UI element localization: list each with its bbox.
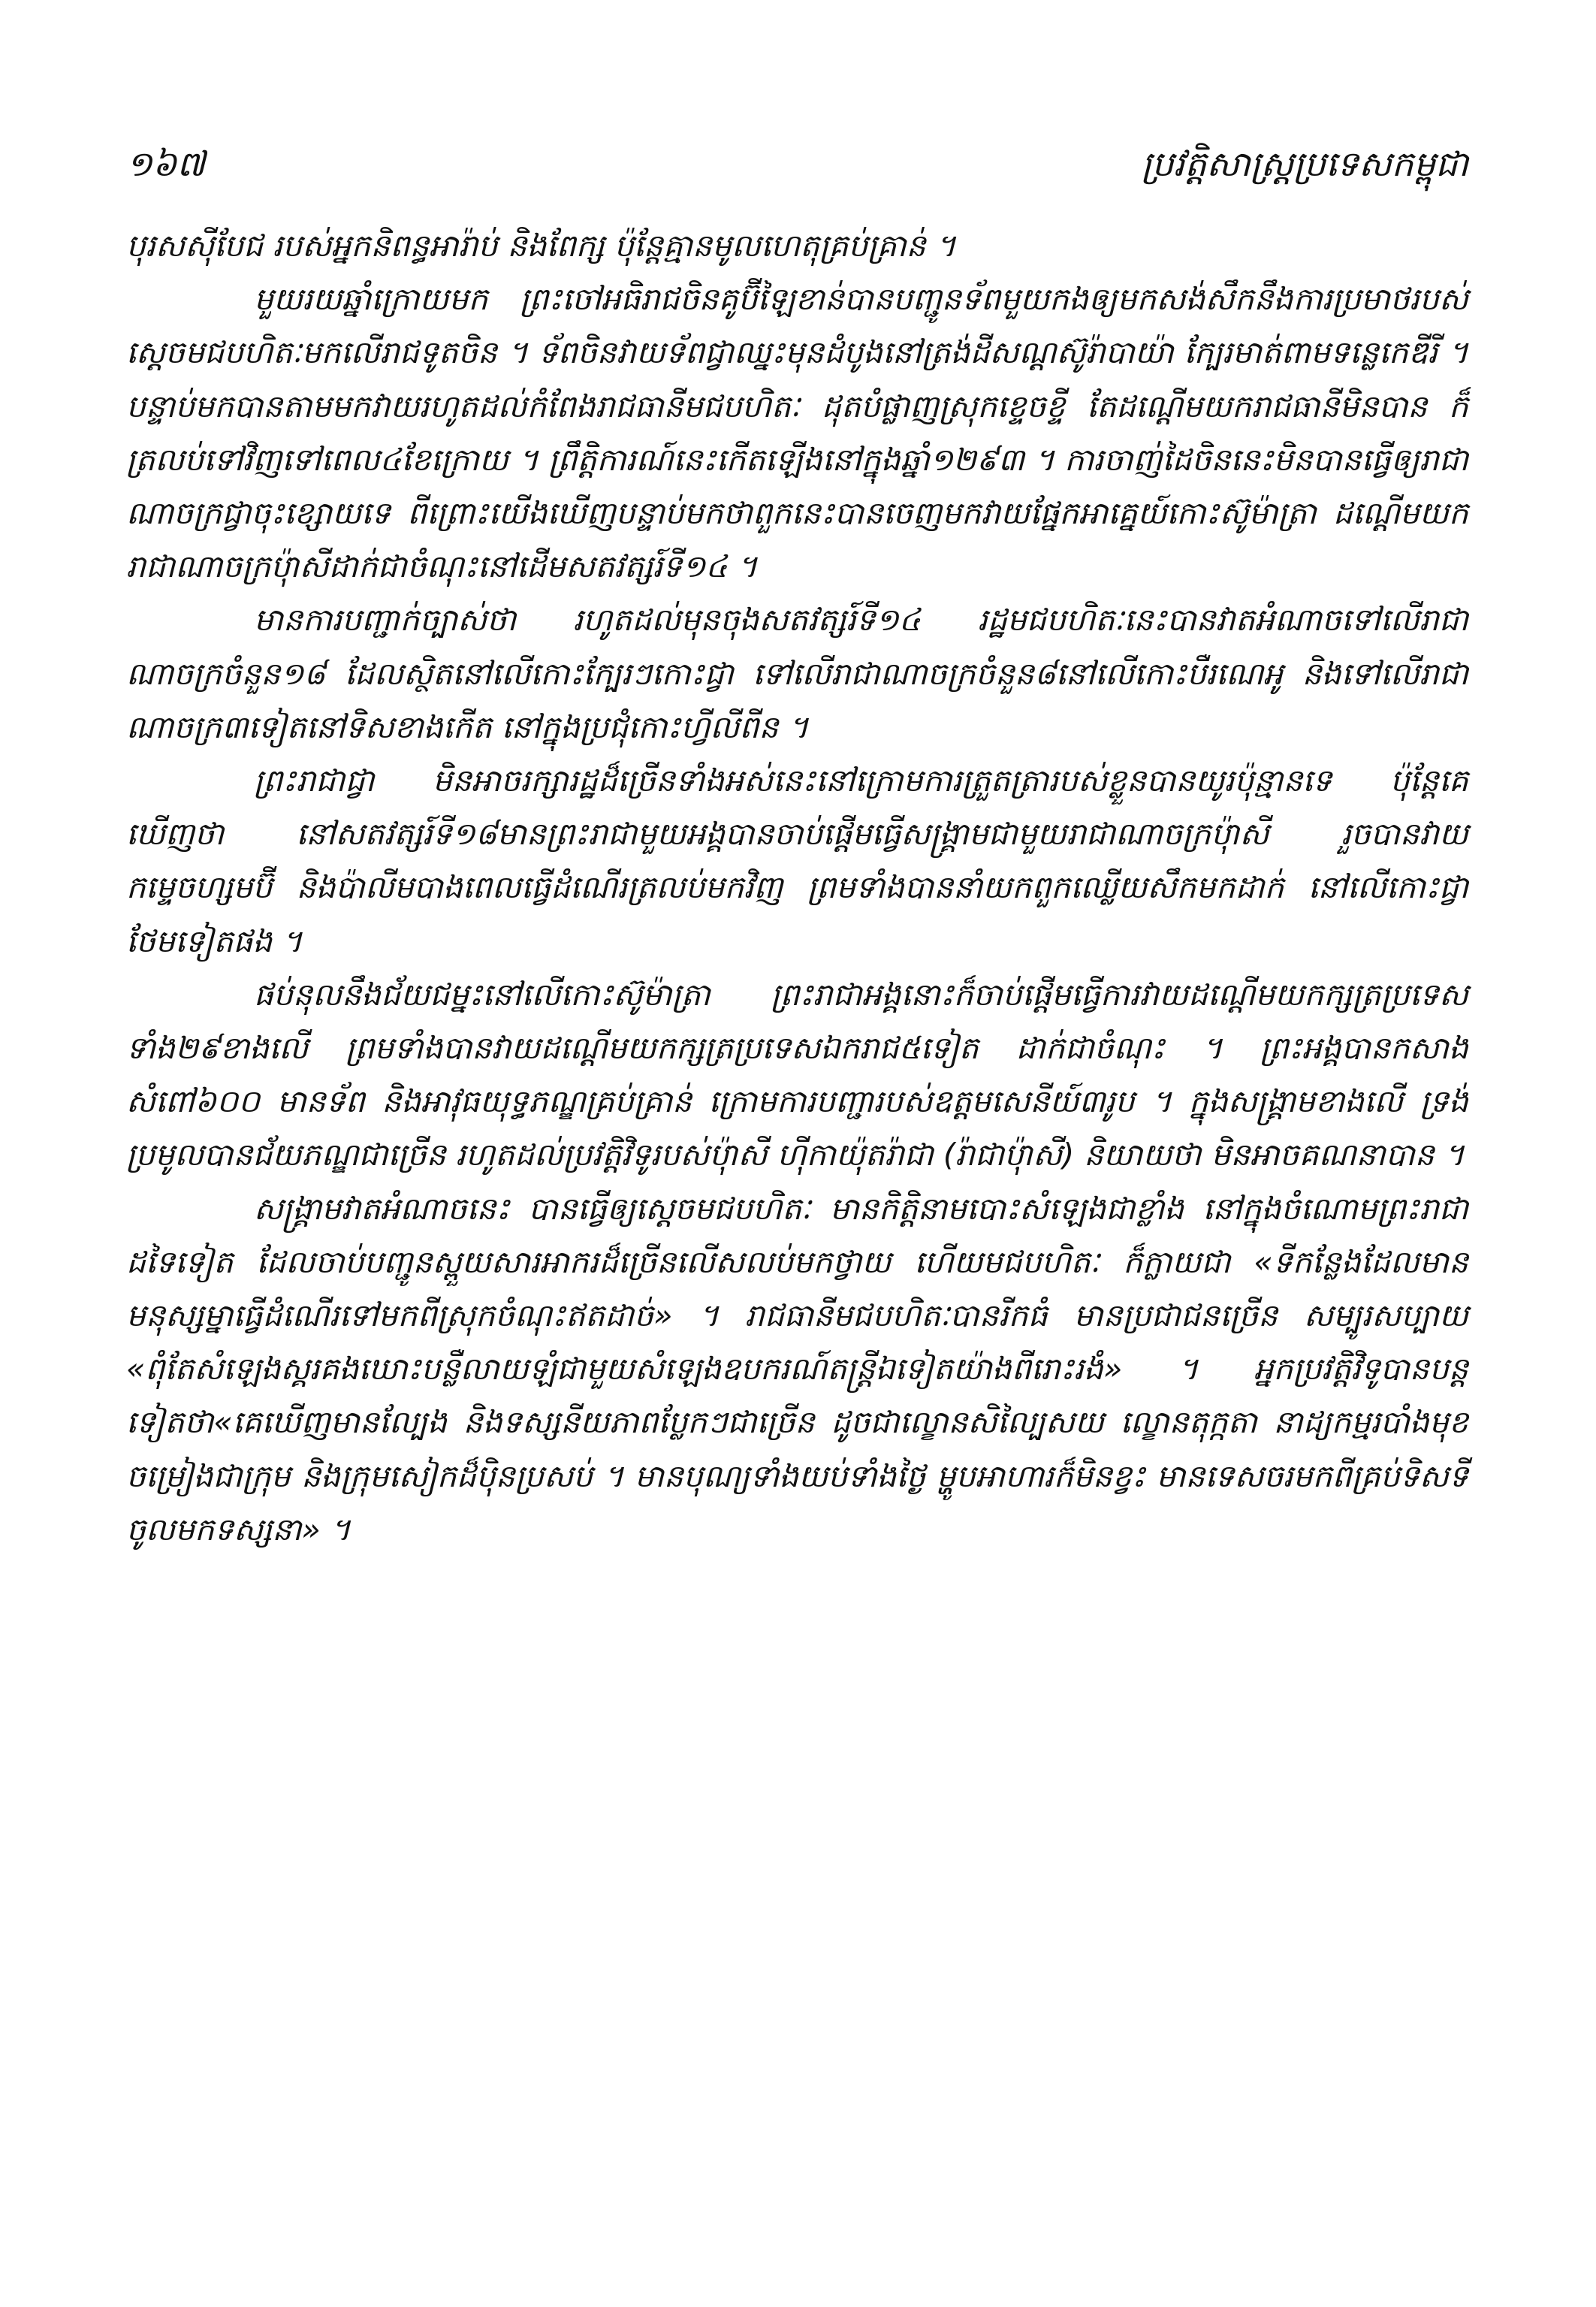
body-text [126,219,1468,1557]
paragraph: សង្គ្រាមវាតអំណាចនេះ បានធ្វើឲ្យស្តេចមជបហិតៈ មានកិត្តិនាមបោះសំឡេងជាខ្លាំង នៅក្នុងចំណោមព្រះរាជាដទៃទៀត ដែលចាប់បញ្ជូនស្ពួយសារអាករដ៏ច្រើនលើសលប់មកថ្វាយ ហើយមជបហិតៈ ក៏ក្លាយជា «ទីកន្លែងដែលមានមនុស្សម្នាធ្វើដំណើរទៅមកពីស្រុកចំណុះឥតដាច់» ។ រាជធានីមជបហិតៈបានរីកធំ មានប្រជាជនច្រើន សម្បូរសប្បាយ «ពុំតែសំឡេងស្គរគងឃោះបន្លឺលាយឡំជាមួយសំឡេងឧបករណ៍តន្ត្រីឯទៀតយ៉ាងពីរោះរងំ» ។ អ្នកប្រវត្តិវិទូបានបន្តទៀតថា«គេឃើញមានល្បែង និងទស្សនីយភាពប្លែកៗជាច្រើន ដូចជាល្ខោនសិល្បៃសយ ល្ខោនតុក្កតា នាដ្យកម្មរបាំងមុខ ចម្រៀងជាក្រុម និងក្រុមសៀកដ៏ប៉ិនប្រសប់ ។ មានបុណ្យទាំងយប់ទាំងថ្ងៃ ម្ហូបអាហារក៏មិនខ្វះ មានទេសចរមកពីគ្រប់ទិសទីចូលមកទស្សនា» ។ [126,1190,1468,1548]
running-title: ប្រវត្តិសាស្ត្រប្រទេសកម្ពុជា [1141,143,1468,184]
paragraph: ព្រះរាជាជ្វា មិនអាចរក្សារដ្ឋដ៏ច្រើនទាំងអស់នេះនៅក្រោមការត្រួតត្រារបស់ខ្លួនបានយូរប៉ុន្មានទេ ប៉ុន្តែគេឃើញថា នៅសតវត្សរ៍ទី១៨មានព្រះរាជាមួយអង្គបានចាប់ផ្តើមធ្វើសង្គ្រាមជាមួយរាជាណាចក្រប៉ុាសី រួចបានវាយកម្ទេចហ្សមប៊ី និងប៉ាលីមបាងពេលធ្វើដំណើរត្រលប់មកវិញ ព្រមទាំងបាននាំយកពួកឈ្លើយសឹកមកដាក់ នៅលើកោះជ្វា ថែមទៀតផង ។ [126,762,1468,959]
page-number: ១៦៧ [126,143,206,184]
paragraph: មួយរយឆ្នាំក្រោយមក ព្រះចៅអធិរាជចិនគូប៊ីឡៃខាន់បានបញ្ជូនទ័ពមួយកងឲ្យមកសង់សឹកនឹងការប្រមាថរបស់ស្តេចមជបហិតៈមកលើរាជទូតចិន ។ ទ័ពចិនវាយទ័ពជ្វាឈ្នះមុនដំបូងនៅត្រង់ដីសណ្តស៊ូរ៉ាបាយ៉ា ក្បែរមាត់ពាមទន្លេកេឌីរី ។ បន្ទាប់មកបានតាមមកវាយរហូតដល់កំពែងរាជធានីមជបហិតៈ ដុតបំផ្លាញស្រុកខ្ទេចខ្ទី តែដណ្តើមយករាជធានីមិនបាន ក៏ត្រលប់ទៅវិញទៅពេល៤ខែក្រោយ ។ ព្រឹត្តិការណ៍នេះកើតឡើងនៅក្នុងឆ្នាំ១២៩៣ ។ ការចាញ់ដៃចិននេះមិនបានធ្វើឲ្យរាជាណាចក្រជ្វាចុះខ្សោយទេ ពីព្រោះយើងឃើញបន្ទាប់មកថាពួកនេះបានចេញមកវាយផ្នែកអាគ្នេយ៍កោះស៊ូម៉ាត្រា ដណ្តើមយករាជាណាចក្រប៉ុាសីដាក់ជាចំណុះនៅដើមសតវត្សរ៍ទី១៤ ។ [126,281,1468,585]
paragraph: ផប់នុលនឹងជ័យជម្នះនៅលើកោះស៊ូម៉ាត្រា ព្រះរាជាអង្គនោះក៏ចាប់ផ្តើមធ្វើការវាយដណ្តើមយកក្សត្រប្រទេសទាំង២៩ខាងលើ ព្រមទាំងបានវាយដណ្តើមយកក្សត្រប្រទេសឯករាជ៥ទៀត ដាក់ជាចំណុះ ។ ព្រះអង្គបានកសាងសំពៅ៦០០ មានទ័ព និងអាវុធយុទ្ធភណ្ឌគ្រប់គ្រាន់ ក្រោមការបញ្ជារបស់ឧត្តមសេនីយ៍៣រូប ។ ក្នុងសង្គ្រាមខាងលើ ទ្រង់ប្រមូលបានជ័យភណ្ឌជាច្រើន រហូតដល់ប្រវត្តិវិទូរបស់ប៉ុាសី ហ៊ីកាយ៉ុតរ៉ាជា (រ៉ាជាប៉ុាសី) និយាយថា មិនអាចគណនាបាន ។ [126,976,1468,1173]
paragraph-continued: បុរសស៊ីបែជ របស់អ្នកនិពន្ធអារ៉ាប់ និងពែក្ស ប៉ុន្តែគ្មានមូលហេតុគ្រប់គ្រាន់ ។ [126,228,956,264]
paragraph: មានការបញ្ជាក់ច្បាស់ថា រហូតដល់មុនចុងសតវត្សរ៍ទី១៤ រដ្ឋមជបហិតៈនេះបានវាតអំណាចទៅលើរាជាណាចក្រចំនួន១៨ ដែលស្ថិតនៅលើកោះក្បែរៗកោះជ្វា ទៅលើរាជាណាចក្រចំនួន៨នៅលើកោះបឺរណេអូ និងទៅលើរាជាណាចក្រ៣ទៀតនៅទិសខាងកើត នៅក្នុងប្រជុំកោះហ្វីលីពីន ។ [126,602,1468,745]
page-header [126,143,1468,203]
